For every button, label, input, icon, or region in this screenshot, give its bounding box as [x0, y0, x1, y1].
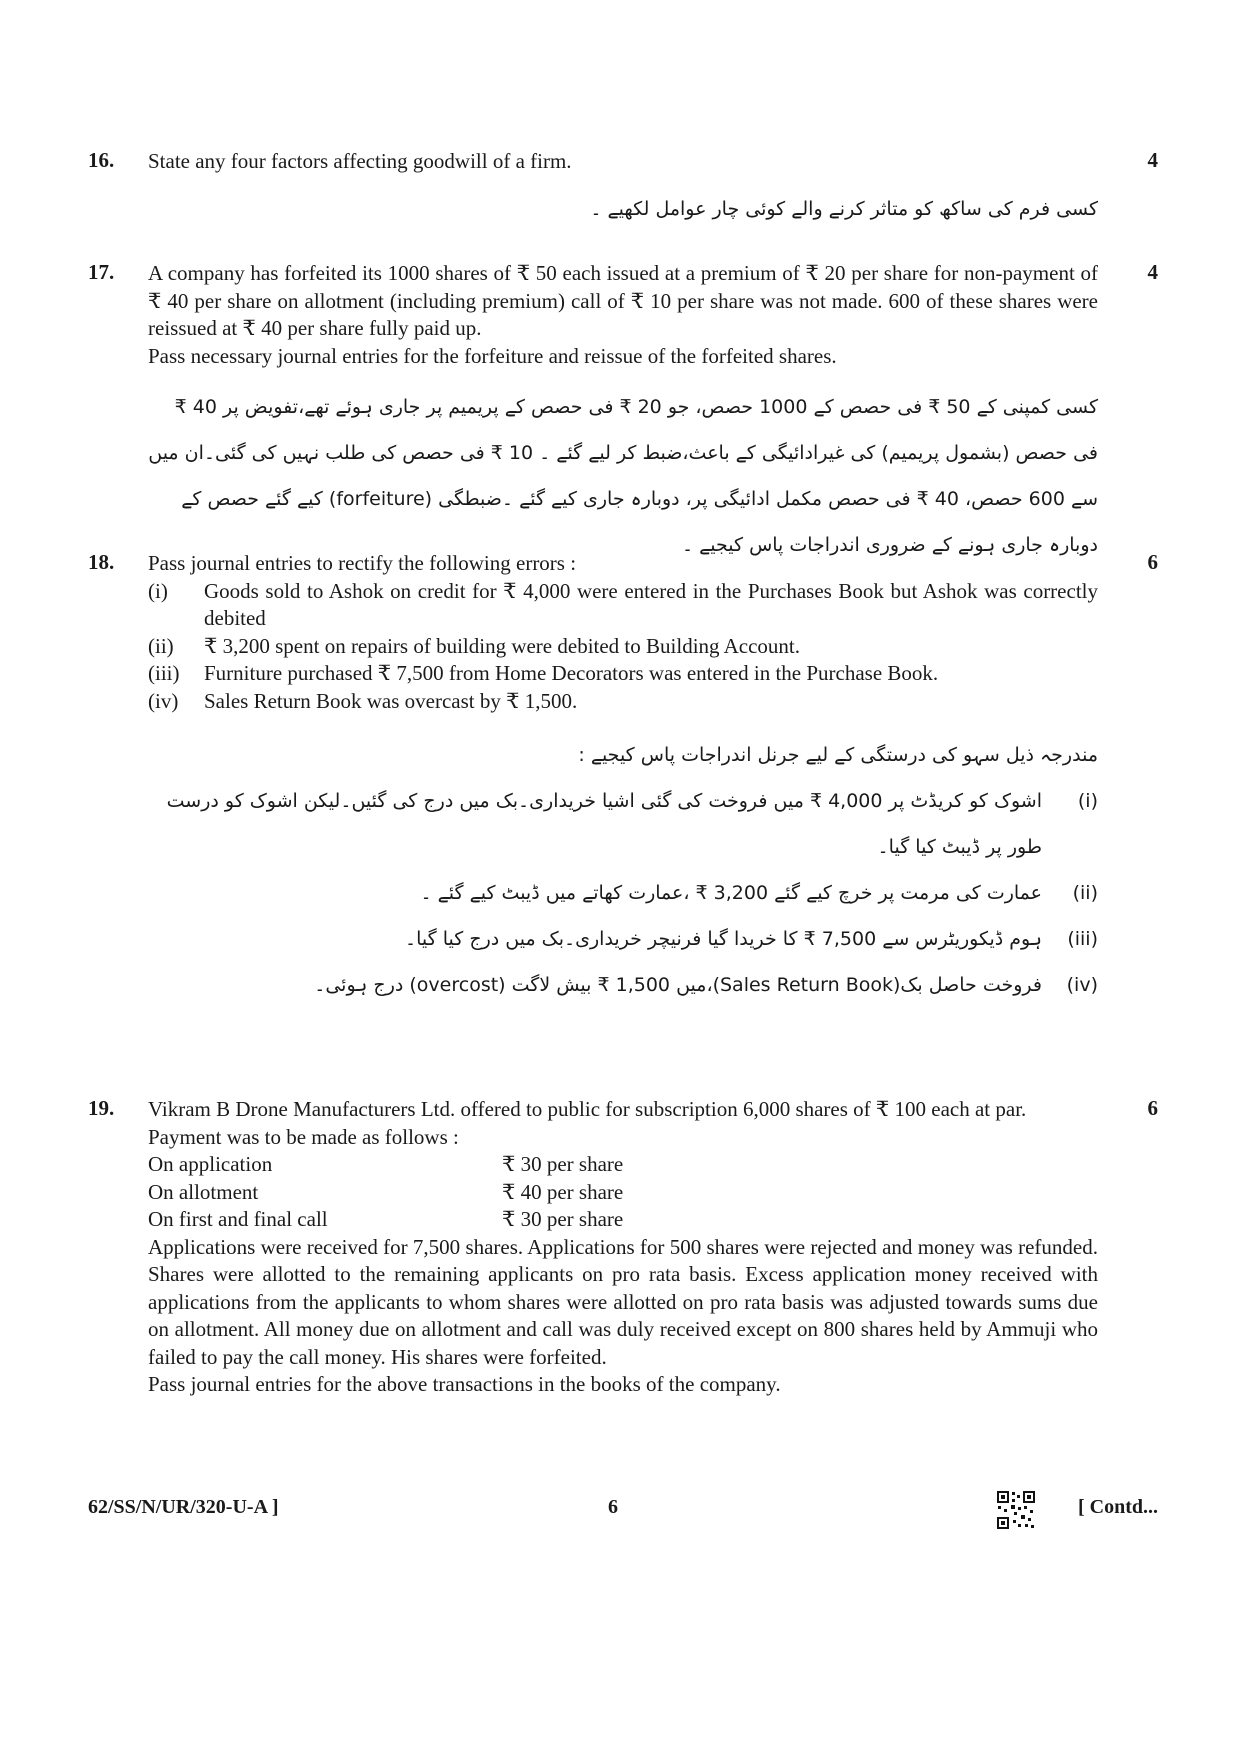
question-text-english: State any four factors affecting goodwill of a firm. — [148, 149, 572, 173]
error-item-urdu: (iii) ہوم ڈیکوریٹرس سے 7,500 ₹ کا خریدا گیا فرنیچر خریداری۔بک میں درج کیا گیا۔ — [404, 928, 1098, 950]
question-text-english: Vikram B Drone Manufacturers Ltd. offered to public for subscription 6,000 shares of ₹ 100 each at par. Payment was to be made as follows : On application ₹ 30 per share On allotment ₹ 40 per share On first and final call ₹ 30 per share Applications were received for 7,500 shares. Applications for 500 shares were rejected and money was refunded. Shares were allotted to the remaining applicants on pro rata basis. Excess application money received with applications from the applicants to whom shares were allotted on pro rata basis was adjusted towards sums due on allotment. All money due on allotment and call was duly received except on 800 shares held by Ammuji who failed to pay the call money. His shares were forfeited. Pass journal entries for the above transactions in the books of the company. — [148, 1097, 1098, 1396]
question-text-urdu: مندرجہ ذیل سہو کی درستگی کے لیے جرنل اندراجات پاس کیجیے : (i) اشوک کو کریڈٹ پر 4,000 ₹ میں فروخت کی گئی اشیا خریداری۔بک میں درج کی گئیں۔لیکن اشوک کو درست طور پر ڈیبٹ کیا گیا۔ (ii) عمارت کی مرمت پر خرچ کیے گئے 3,200 ₹ ،عمارت کھاتے میں ڈیبٹ کیے گئے ۔ (iii) ہوم ڈیکوریٹرس سے 7,500 ₹ کا خریدا گیا فرنیچر خریداری۔بک میں درج کیا گیا۔ (iv) فروخت حاصل بک(Sales Return Book)،میں 1,500 ₹ بیش لاگت (overcost) درج ہوئی۔ — [148, 732, 1098, 1008]
paper-code: 62/SS/N/UR/320-U-A ] — [88, 1496, 279, 1518]
question-marks: 6 — [1147, 1096, 1158, 1120]
question-text-english: A company has forfeited its 1000 shares of ₹ 50 each issued at a premium of ₹ 20 per share for non-payment of ₹ 40 per share on allotment (including premium) call of ₹ 10 per share was not made. 600 of these shares were reissued at ₹ 40 per share fully paid up. Pass necessary journal entries for the forfeiture and reissue of the forfeited shares. — [148, 261, 1098, 368]
question-text-urdu: کسی فرم کی ساکھ کو متاثر کرنے والے کوئی چار عوامل لکھیے ۔ — [590, 198, 1098, 220]
question-number: 19. — [88, 1096, 115, 1120]
question-number: 16. — [88, 148, 115, 172]
question-marks: 4 — [1147, 260, 1158, 284]
page-footer — [88, 1490, 1158, 1530]
error-item-urdu: (iv) فروخت حاصل بک(Sales Return Book)،میں 1,500 ₹ بیش لاگت (overcost) درج ہوئی۔ — [314, 974, 1098, 996]
error-item-urdu: (ii) عمارت کی مرمت پر خرچ کیے گئے 3,200 ₹ ،عمارت کھاتے میں ڈیبٹ کیے گئے ۔ — [420, 882, 1098, 904]
question-16 — [88, 148, 1158, 258]
question-text-urdu: کسی کمپنی کے 50 ₹ فی حصص کے 1000 حصص، جو 20 ₹ فی حصص کے پریمیم پر جاری ہوئے تھے،تفویض پر 40 ₹ فی حصص (بشمول پریمیم) کی غیرادائیگی کے باعث،ضبط کر لیے گئے ۔ 10 ₹ فی حصص کی طلب نہیں کی گئی۔ان میں سے 600 حصص، 40 ₹ فی حصص مکمل ادائیگی پر، دوبارہ جاری کیے گئے ۔ضبطگی (forfeiture) کیے گئے حصص کے دوبارہ جاری ہونے کے ضروری اندراجات پاس کیجیے ۔ — [148, 396, 1098, 556]
error-item-urdu: (i) اشوک کو کریڈٹ پر 4,000 ₹ میں فروخت کی گئی اشیا خریداری۔بک میں درج کی گئیں۔لیکن اشوک کو درست طور پر ڈیبٹ کیا گیا۔ — [166, 790, 1098, 858]
question-19 — [88, 1096, 1158, 1476]
continued-label: [ Contd... — [1077, 1496, 1158, 1518]
error-item: (ii) ₹ 3,200 spent on repairs of building were debited to Building Account. — [148, 633, 801, 658]
question-17 — [88, 260, 1158, 560]
payment-row: On application ₹ 30 per share — [148, 1152, 624, 1176]
error-item: (i) Goods sold to Ashok on credit for ₹ 4,000 were entered in the Purchases Book but Ashok was correctly debited — [148, 578, 1098, 630]
payment-row: On allotment ₹ 40 per share — [148, 1179, 624, 1204]
qr-code-icon — [996, 1490, 1036, 1530]
payment-row: On first and final call ₹ 30 per share — [148, 1207, 624, 1231]
question-text-english: Pass journal entries to rectify the following errors : (i) Goods sold to Ashok on credit for ₹ 4,000 were entered in the Purchases Book but Ashok was correctly debited (ii) ₹ 3,200 spent on repairs of building were debited to Building Account. (iii) Furniture purchased ₹ 7,500 from Home Decorators was entered in the Purchase Book. (iv) Sales Return Book was overcast by ₹ 1,500. — [148, 550, 1098, 715]
question-number: 18. — [88, 550, 115, 574]
question-18 — [88, 550, 1158, 996]
question-number: 17. — [88, 260, 115, 284]
error-item: (iv) Sales Return Book was overcast by ₹ 1,500. — [148, 688, 578, 713]
page-number: 6 — [608, 1496, 618, 1518]
qr-code-graphic — [996, 1490, 1036, 1530]
error-item: (iii) Furniture purchased ₹ 7,500 from Home Decorators was entered in the Purchase Book. — [148, 661, 939, 685]
payment-schedule — [148, 1151, 623, 1234]
question-marks: 4 — [1147, 148, 1158, 172]
question-marks: 6 — [1147, 550, 1158, 574]
